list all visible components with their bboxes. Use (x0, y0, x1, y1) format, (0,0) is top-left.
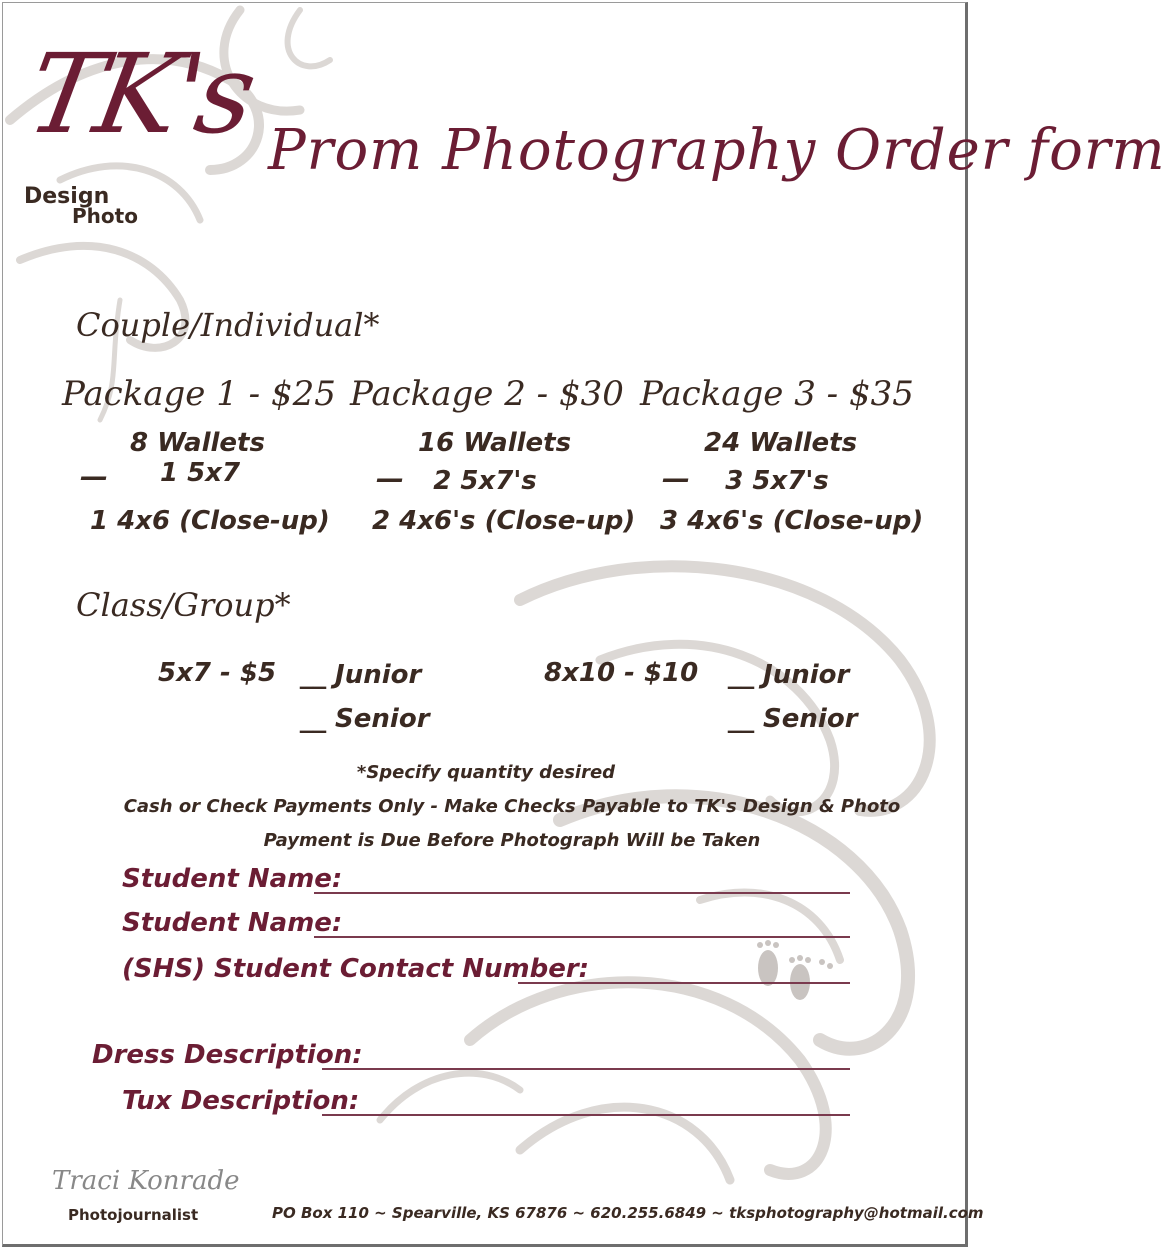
student-name-1-label: Student Name: (122, 864, 343, 894)
footprints-icon (757, 940, 833, 1000)
dress-description-label: Dress Description: (92, 1040, 363, 1070)
package-3-item2: 3 5x7's (725, 466, 829, 496)
package-2-item3: 2 4x6's (Close-up) (372, 506, 636, 536)
class-option-2-price: 8x10 - $10 (544, 658, 699, 688)
package-3-blank: — (662, 462, 690, 495)
class-section-heading: Class/Group* (76, 586, 291, 624)
couple-section-heading: Couple/Individual* (76, 306, 380, 344)
student-name-1-line[interactable] (314, 892, 850, 894)
package-3-item3: 3 4x6's (Close-up) (660, 506, 924, 536)
dress-description-line[interactable] (322, 1068, 850, 1070)
package-2-title: Package 2 - $30 (350, 374, 624, 414)
student-name-2-label: Student Name: (122, 908, 343, 938)
class-option-1-price: 5x7 - $5 (158, 658, 277, 688)
quantity-note: *Specify quantity desired (356, 762, 616, 783)
payment-note: Cash or Check Payments Only - Make Checks Payable to TK's Design & Photo (123, 796, 901, 817)
class-option-1-junior: __ Junior (300, 660, 422, 690)
class-option-1-senior: __ Senior (300, 704, 430, 734)
photographer-signature: Traci Konrade (52, 1166, 240, 1196)
student-name-2-line[interactable] (314, 936, 850, 938)
page-title: Prom Photography Order form (268, 118, 1166, 183)
footer-contact: PO Box 110 ~ Spearville, KS 67876 ~ 620.255.6849 ~ tksphotography@hotmail.com (272, 1204, 984, 1222)
tux-description-line[interactable] (322, 1114, 850, 1116)
due-note: Payment is Due Before Photograph Will be Taken (263, 830, 761, 851)
logo-monogram: TK's (18, 30, 260, 158)
package-1-wallets: 8 Wallets (130, 428, 265, 458)
package-1-blank: — (80, 460, 108, 493)
package-3-wallets: 24 Wallets (704, 428, 858, 458)
logo-photo-text: Photo (72, 204, 138, 228)
package-2-wallets: 16 Wallets (418, 428, 572, 458)
package-1-item3: 1 4x6 (Close-up) (90, 506, 330, 536)
contact-number-line[interactable] (518, 982, 850, 984)
class-option-2-senior: __ Senior (728, 704, 858, 734)
tux-description-label: Tux Description: (122, 1086, 360, 1116)
class-option-2-junior: __ Junior (728, 660, 850, 690)
package-2-item2: 2 5x7's (433, 466, 537, 496)
package-3-title: Package 3 - $35 (640, 374, 914, 414)
photographer-role: Photojournalist (68, 1206, 199, 1224)
package-2-blank: — (376, 462, 404, 495)
package-1-item2: 1 5x7 (159, 458, 241, 488)
logo-design-text: Design (24, 184, 110, 209)
contact-number-label: (SHS) Student Contact Number: (122, 954, 590, 984)
package-1-title: Package 1 - $25 (62, 374, 336, 414)
